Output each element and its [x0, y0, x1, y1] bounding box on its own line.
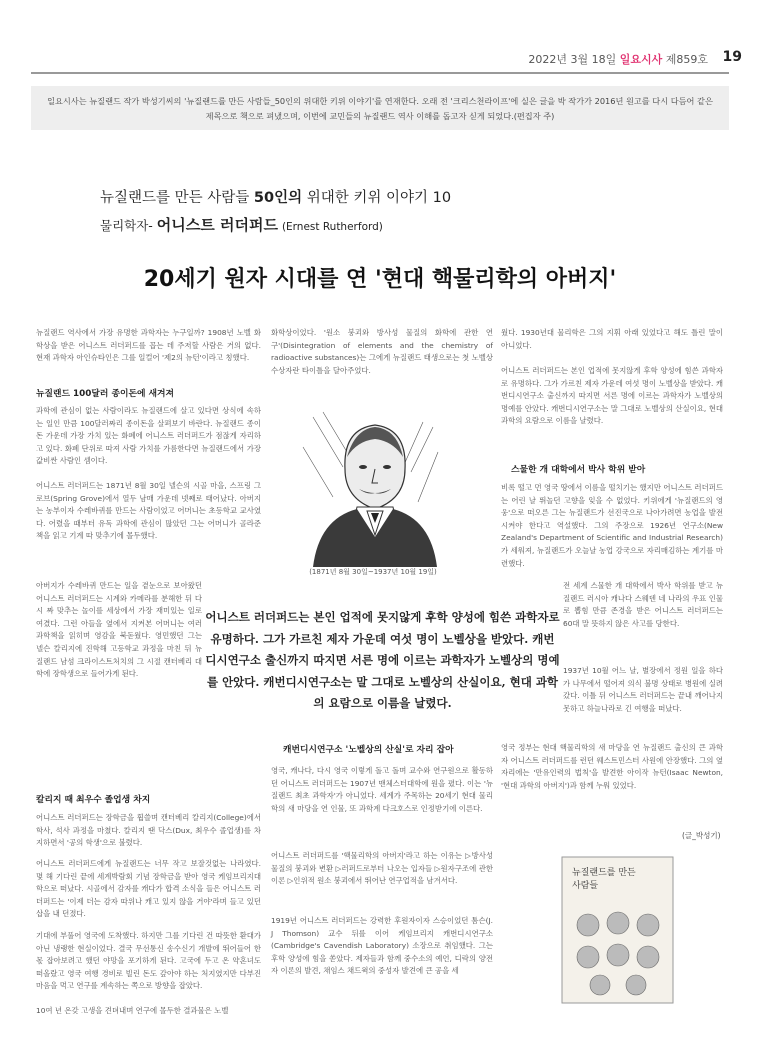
author-credit: (글_박성기) — [682, 831, 721, 840]
issue-date: 2022년 3월 18일 — [528, 53, 617, 66]
col2-p2: 영국, 캐나다, 다시 영국 이렇게 돌고 돌며 교수와 연구원으로 활동하던 어니스트 러더퍼드는 1907년 맨체스터대학에 원을 폈다. 이는 '뉴질랜드 최초 과학자'가 아니었다. 세계가 주목하는 20세기 현대 물리학의 새 마당을 연 인물, 또 과학계 다크호스로 인정받기에 이른다. — [271, 766, 493, 813]
col1-p3: 어니스트 러더퍼드는 1871년 8월 30일 넬슨의 시골 마을, 스프링 그로브(Spring Grove)에서 열두 남매 가운데 넷째로 태어났다. 아버지는 농부이자 수레바퀴를 만드는 사람이었고 어머니는 초등학교 교사였다. 어렸을 때부터 유독 과학에 관심이 많았던 그는 어머니가 골라준 책을 읽고 기계 따 맞추기에 몰두했다. — [36, 481, 261, 541]
subtitle-english: (Ernest Rutherford) — [281, 221, 383, 233]
series-title — [100, 186, 451, 207]
pull-quote: 어니스트 러더퍼드는 본인 업적에 못지않게 후학 양성에 힘쓴 과학자로 유명하다. 그가 가르친 제자 가운데 여섯 명이 노벨상을 받았다. 캐번디시연구소 출신까지 따지면 서른 명에 이르는 과학자가 노벨상의 명예를 안았다. 캐번디시연구소는 말 그대로 노벨상의 산실이요, 현대 과학의 요람으로 이름을 날렸다. — [205, 607, 560, 715]
col2-p4: 1919년 어니스트 러더퍼드는 강력한 후원자이자 스승이었던 톰슨(J. J Thomson) 교수 뒤를 이어 케임브리지 캐번디시연구소(Cambridge's Cavendish Laboratory) 소장으로 취임했다. 그는 후학 양성에 힘을 쏟았다. 제자들과 함께 중수소의 예언, 디락의 양전자 이론의 발견, 채임스 채드윅의 중성자 발견에 큰 공을 세 — [271, 916, 493, 976]
col1-heading2: 칼리지 때 최우수 졸업생 차지 — [36, 795, 151, 805]
col3-p5: 1937년 10월 어느 날, 별장에서 정원 일을 하다가 나무에서 떨어져 의식 불명 상태로 병원에 실려 갔다. 이틀 뒤 어니스트 러더퍼드는 끝내 깨어나지 못하고 하늘나라로 긴 여행을 떠났다. — [563, 666, 723, 713]
col3-p3: 비록 떨고 먼 영국 땅에서 이름을 떨치기는 했지만 어니스트 러더퍼드는 어린 날 뛰놀던 고향을 잊을 수 없었다. 키위에게 '뉴질랜드의 영웅'으로 떠오른 그는 뉴질랜드가 선진국으로 나아가려면 농업을 발전시켜야 한다고 역설했다. 그의 주장으로 1926년 연구소(New Zealand's Department of Scientific and Industrial Research)가 세워져, 뉴질랜드가 오늘날 농업 강국으로 자리매김하는 계기를 마련했다. — [501, 483, 723, 568]
book-title-line1: 뉴질랜드를 만든 — [572, 868, 636, 878]
col3-p1: 웠다. 1930년대 물리학은 그의 지휘 아래 있었다고 해도 틀린 말이 아니었다. — [501, 328, 723, 350]
subtitle — [100, 214, 383, 235]
col3-heading1: 스물한 개 대학에서 박사 학위 받아 — [511, 465, 646, 475]
col1-p7: 기대에 부풀어 영국에 도착했다. 하지만 그를 기다린 건 따뜻한 환대가 아닌 냉랭한 현실이었다. 결국 무선통신 송수신기 개발에 뛰어들어 한몫 잡아보려고 했던 야망을 포기하게 된다. 고국에 두고 온 약혼녀도 떠올랐고 영국 여행 경비로 빌린 돈도 갚아야 하는 처지였지만 다부진 마음을 먹고 연구를 계속하는 쪽으로 방향을 잡았다. — [36, 931, 261, 991]
header-divider — [31, 72, 729, 74]
subtitle-name: 어니스트 러더퍼드 — [156, 216, 278, 234]
col3-p4: 전 세계 스물한 개 대학에서 박사 학위를 받고 뉴질랜드 러시아 캐나다 스웨덴 네 나라의 우표 인물로 뽑힘 만큼 존경을 받은 어니스트 러더퍼드는 60대 말 뜻하지 않은 사고를 당한다. — [563, 581, 723, 628]
col1-p2: 과학에 관심이 없는 사람이라도 뉴질랜드에 살고 있다면 상식에 속하는 일인 만큼 100달러짜리 종이돈을 살펴보기 바란다. 뉴질랜드 종이돈 가운데 가장 가치 있는 화폐에 어니스트 러더퍼드가 점잖게 자리하고 있다. 화폐 단위로 따져 사람 가치를 가름한다면 뉴질랜드에서 가장 값비싼 사람인 셈이다. — [36, 406, 261, 466]
col1-p4: 아버지가 수레바퀴 만드는 일을 곁눈으로 보아왔던 어니스트 러더퍼드는 시계와 카메라를 분해한 뒤 다시 짜 맞추는 놀이를 세상에서 가장 재미있는 일로 여겼다. 그런 아들을 옆에서 지켜본 어머니는 여러 과학책을 읽히며 영감을 북돋웠다. 영민했던 그는 넬슨 칼리지에 진학해 고등학교 과정을 마친 뒤 뉴질랜드 남섬 크라이스트처치의 그 시절 캔터베리 대학에 장학생으로 들어가게 된다. — [36, 581, 202, 679]
series-prefix: 뉴질랜드를 만든 사람들 — [100, 190, 254, 206]
issue-number: 제859호 — [665, 53, 708, 66]
col2-heading1: 캐번디시연구소 '노벨상의 산실'로 자리 잡아 — [283, 745, 454, 755]
book-cover-image — [560, 855, 675, 1005]
subtitle-role: 물리학자- — [100, 218, 153, 233]
col1-p1: 뉴질랜드 역사에서 가장 유명한 과학자는 누구일까? 1908년 노벨 화학상을 받은 어니스트 러더퍼드를 꼽는 데 주저할 사람은 거의 없다. 현재 과학자 아인슈타인은 그를 일컬어 '제2의 뉴턴'이라고 칭했다. — [36, 328, 261, 363]
editor-intro-box: 일요시사는 뉴질랜드 작가 박성기씨의 '뉴질랜드를 만든 사람들_50인의 위대한 키위 이야기'를 연재한다. 오래 전 '크리스천라이프'에 실은 글을 박 작가가 2016년 원고를 다시 다듬어 같은 제목으로 책으로 펴냈으며, 이번에 교민들의 뉴질랜드 역사 이해를 돕고자 싣게 되었다.(편집자 주) — [31, 86, 729, 130]
col3-p2: 어니스트 러더퍼드는 본인 업적에 못지않게 후학 양성에 힘쓴 과학자로 유명하다. 그가 가르친 제자 가운데 여섯 명이 노벨상을 받았다. 캐번디시연구소 출신까지 따지면 서른 명에 이르는 과학자가 노벨상의 명예를 안았다. 캐번디시연구소는 말 그대로 노벨상의 산실이요, 현대 과학의 요람으로 이름을 날렸다. — [501, 366, 723, 426]
portrait-caption: (1871년 8월 30일~1937년 10월 19일) — [309, 568, 437, 576]
col2-p1: 화학상이었다. '원소 붕괴와 방사성 물질의 화학에 관한 연구'(Disintegration of elements and the chemistry of radioactive substances)는 그에게 뉴질랜드 태생으로는 첫 노벨상 수상자란 타이틀을 달아주었다. — [271, 328, 493, 375]
page-number: 19 — [722, 49, 742, 65]
col1-heading1: 뉴질랜드 100달러 종이돈에 새겨져 — [36, 389, 175, 399]
col3-p6: 영국 정부는 현대 핵물리학의 새 마당을 연 뉴질랜드 출신의 큰 과학자 어니스트 러더퍼드를 런던 웨스트민스터 사원에 안장했다. 그의 옆자리에는 '만유인력의 법칙'을 발견한 아이작 뉴턴(Isaac Newton, '현대 과학의 아버지')과 함께 누워 있었다. — [501, 743, 723, 790]
col1-p8: 10여 년 온갖 고생을 견뎌내며 연구에 몰두한 결과물은 노벨 — [36, 1006, 229, 1015]
rutherford-portrait — [283, 407, 463, 567]
col2-p3: 어니스트 러더퍼드를 '핵물리학의 아버지'라고 하는 이유는 ▷방사성 물질의 붕괴와 변환 ▷러퍼드로부터 나오는 입자들 ▷원자구조에 관한 이론 ▷인위적 원소 붕괴에서 뛰어난 연구업적을 남겨서다. — [271, 851, 493, 886]
book-title-line2: 사람들 — [572, 881, 599, 891]
page-header — [528, 49, 742, 67]
series-bold: 50인의 — [253, 190, 303, 206]
col1-p5: 어니스트 러더퍼드는 장학금을 휩쓸며 캔터베리 칼리지(College)에서 학사, 석사 과정을 마쳤다. 칼리지 땐 닥스(Dux, 최우수 졸업생)를 차지하면서 '공의 학생'으로 불렸다. — [36, 813, 261, 848]
newspaper-brand: 일요시사 — [619, 53, 663, 66]
series-suffix: 위대한 키위 이야기 10 — [302, 190, 452, 206]
col1-p6: 어니스트 러더퍼드에게 뉴질랜드는 너무 작고 보잘것없는 나라였다. 몇 해 기다린 끝에 세계박람회 기념 장학금을 받아 영국 케임브리지대학으로 떠났다. 시골에서 감자를 캐다가 합격 소식을 들은 어니스트 러더퍼드는 '이제 더는 감자 따위나 캐고 있지 않을 거야'라며 들고 있던 삽을 내 던졌다. — [36, 859, 261, 919]
headline: 20세기 원자 시대를 연 '현대 핵물리학의 아버지' — [143, 267, 617, 292]
